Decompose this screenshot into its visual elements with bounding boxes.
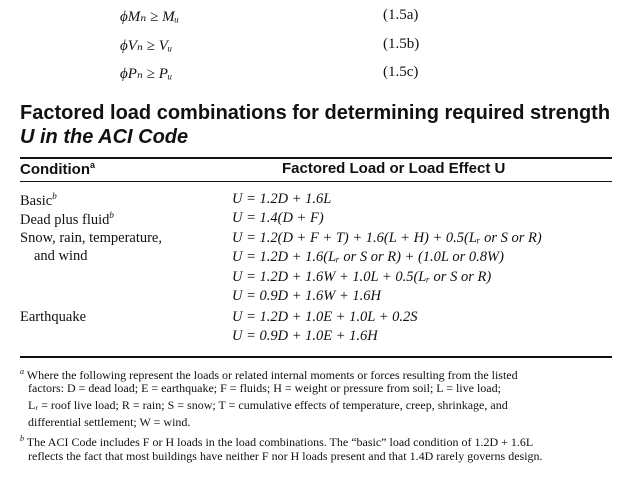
load-combination-formula: U = 1.2D + 1.6L	[232, 191, 332, 207]
condition-label: Earthquake	[20, 309, 87, 325]
equation-expression: ϕMₙ ≥ Mᵤ	[120, 9, 179, 25]
condition-and-wind	[34, 248, 88, 265]
column-header-condition-label: Condition	[20, 161, 90, 178]
load-combination-formula: U = 0.9D + 1.6W + 1.6H	[232, 288, 381, 304]
table-bottom-rule	[20, 356, 612, 358]
equation-number: (1.5b)	[383, 36, 420, 52]
footnote-b-marker: b	[109, 210, 114, 220]
load-combination-formula: U = 1.2D + 1.6(Lᵣ or S or R) + (1.0L or 0.8W)	[232, 249, 504, 265]
table-title-line-2: U in the ACI Code	[20, 126, 189, 148]
footnote-a-line: Lᵣ = roof live load; R = rain; S = snow; T = cumulative effects of temperature, creep, shrinkage, and	[28, 398, 508, 412]
condition-earthquake	[20, 309, 86, 326]
header-rule	[20, 181, 612, 182]
table-title	[20, 101, 620, 149]
load-combination-formula: U = 1.2D + 1.0E + 1.0L + 0.2S	[232, 309, 418, 325]
footnote-a-marker: a	[89, 160, 95, 170]
condition-dead-plus-fluid	[20, 210, 114, 229]
load-combination-formula: U = 1.4(D + F)	[232, 210, 324, 226]
footnote-a-line: differential settlement; W = wind.	[28, 415, 191, 429]
footnote-a-text: Where the following represent the loads or related internal moments or forces resulting from the listed	[26, 368, 518, 382]
condition-label: Dead plus fluid	[20, 211, 110, 228]
footnote-b-line: reflects the fact that most buildings have neither F nor H loads present and that 1.4D rarely governs design.	[28, 449, 543, 463]
equation-expression: ϕPₙ ≥ Pᵤ	[120, 66, 173, 82]
equation-number: (1.5a)	[383, 7, 419, 23]
load-combination-formula: U = 0.9D + 1.0E + 1.6H	[232, 328, 378, 344]
table-title-line-1: Factored load combinations for determining required strength	[20, 102, 611, 124]
column-header-condition	[20, 160, 95, 178]
column-header-load: Factored Load or Load Effect U	[282, 160, 506, 177]
footnote-b-marker: b	[52, 191, 57, 201]
condition-label: and wind	[34, 248, 88, 264]
condition-snow-rain-temperature	[20, 230, 162, 247]
condition-basic	[20, 191, 57, 210]
load-combination-formula: U = 1.2D + 1.6W + 1.0L + 0.5(Lᵣ or S or R)	[232, 269, 492, 285]
equation-expression: ϕVₙ ≥ Vᵤ	[120, 38, 173, 54]
footnote-a-marker: a	[20, 367, 24, 376]
load-combination-formula: U = 1.2(D + F + T) + 1.6(L + H) + 0.5(Lᵣ or S or R)	[232, 230, 542, 246]
table-top-rule	[20, 157, 612, 159]
condition-label: Snow, rain, temperature,	[20, 230, 162, 246]
condition-label: Basic	[20, 192, 53, 209]
footnote-a-line: factors: D = dead load; E = earthquake; F = fluids; H = weight or pressure from soil; L = live load;	[28, 381, 501, 395]
footnote-b-marker: b	[20, 434, 24, 443]
footnote-b-text: The ACI Code includes F or H loads in the load combinations. The “basic” load condition of 1.2D + 1.6L	[26, 435, 534, 449]
equation-number: (1.5c)	[383, 64, 419, 80]
